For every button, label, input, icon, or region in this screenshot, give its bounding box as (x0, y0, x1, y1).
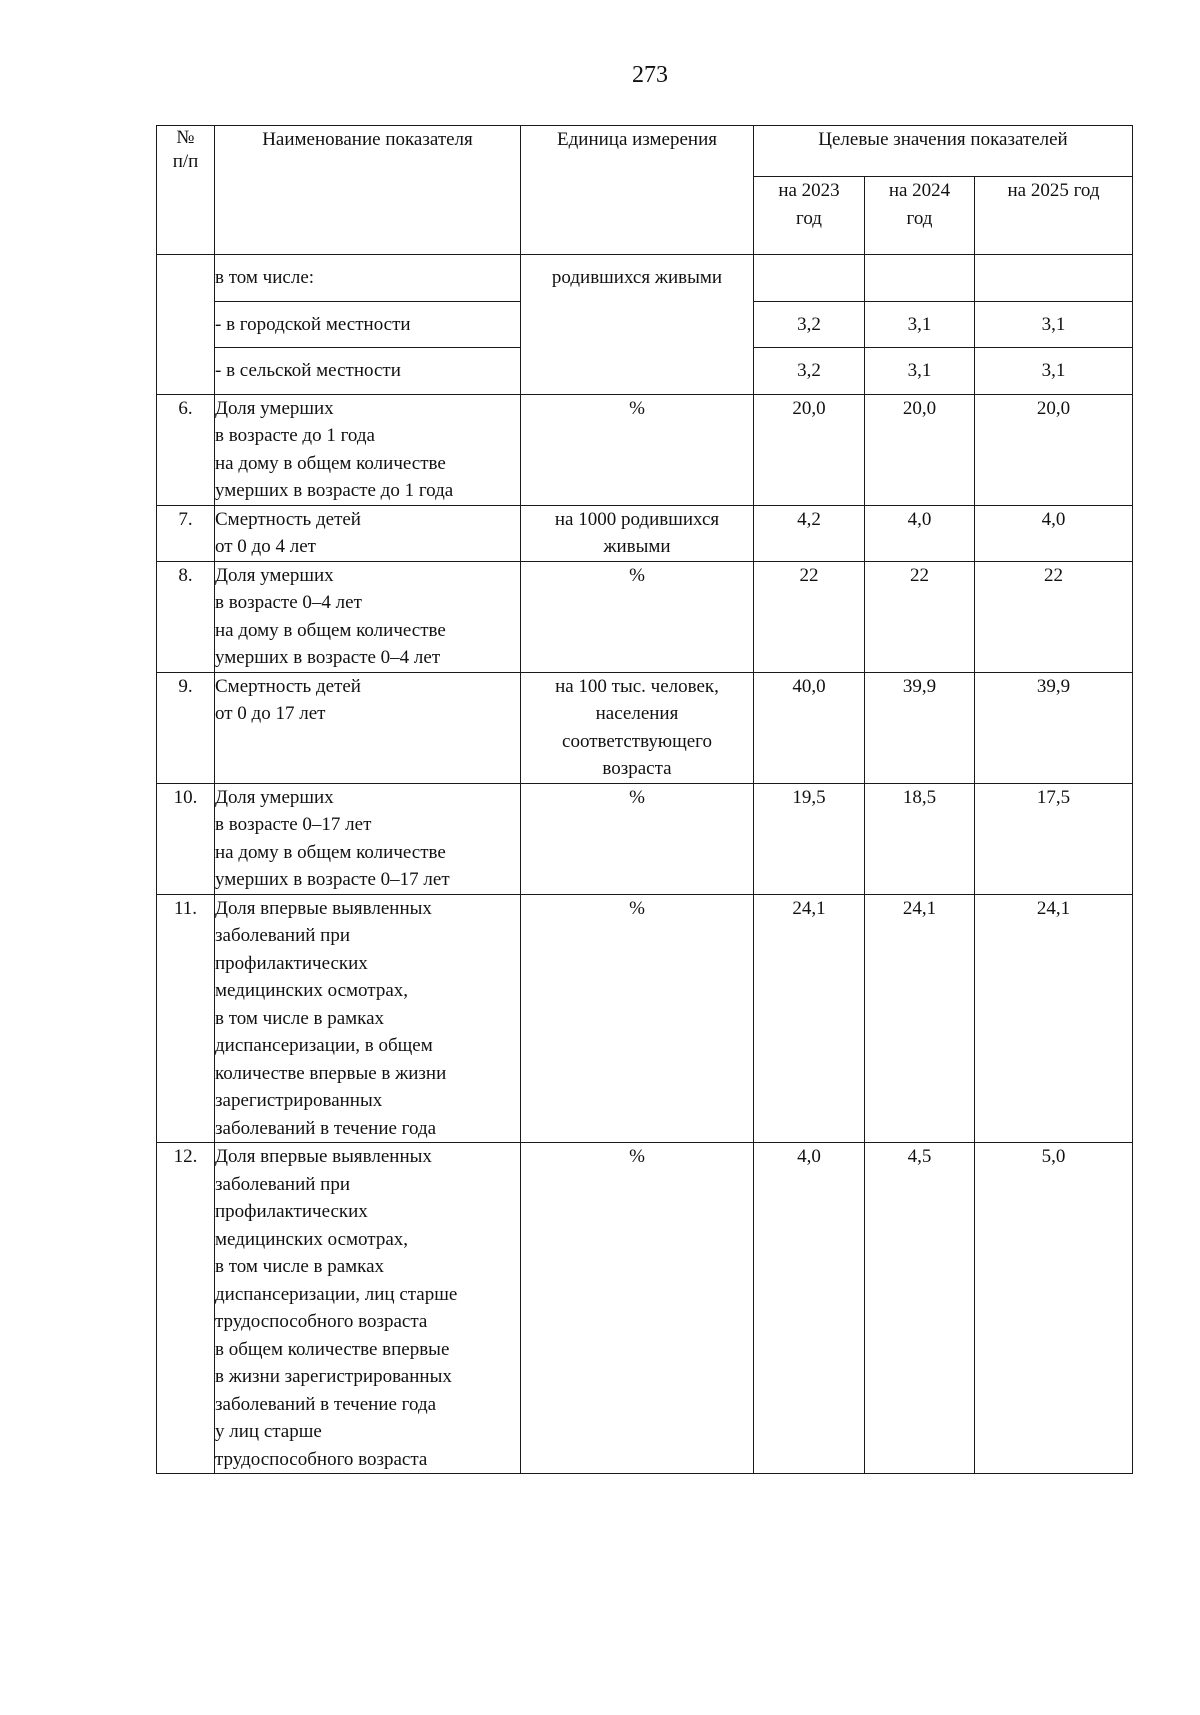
indicator-name: Смертность детей от 0 до 4 лет (215, 505, 521, 561)
row-number: 9. (157, 672, 215, 783)
value-2025: 24,1 (975, 894, 1133, 1143)
name-cell: в том числе: (215, 255, 521, 302)
unit-of-measure: на 1000 родившихся живыми (521, 505, 754, 561)
header-target-values: Целевые значения показателей (754, 126, 1133, 177)
table-row (157, 561, 1133, 672)
value-2025: 17,5 (975, 783, 1133, 894)
indicator-name: Доля умерших в возрасте 0–4 лет на дому в общем количестве умерших в возрасте 0–4 лет (215, 561, 521, 672)
unit-of-measure: % (521, 1143, 754, 1474)
value-2024: 24,1 (865, 894, 975, 1143)
value-2024: 4,0 (865, 505, 975, 561)
value-2025: 39,9 (975, 672, 1133, 783)
row-number: 7. (157, 505, 215, 561)
indicator-name: Доля умерших в возрасте 0–17 лет на дому в общем количестве умерших в возрасте 0–17 лет (215, 783, 521, 894)
unit-of-measure: % (521, 783, 754, 894)
value-2025: 20,0 (975, 394, 1133, 505)
value-2024 (865, 255, 975, 302)
header-name: Наименование показателя (215, 126, 521, 255)
value-2023: 4,2 (754, 505, 865, 561)
unit-of-measure: % (521, 394, 754, 505)
value-2025: 4,0 (975, 505, 1133, 561)
table-row (157, 894, 1133, 1143)
value-2023: 3,2 (754, 348, 865, 395)
value-2024: 3,1 (865, 301, 975, 348)
value-2023: 40,0 (754, 672, 865, 783)
row-number: 6. (157, 394, 215, 505)
unit-of-measure: на 100 тыс. человек, населения соответствующего возраста (521, 672, 754, 783)
header-year-2025: на 2025 год (975, 177, 1133, 255)
indicator-name: Доля впервые выявленных заболеваний при профилактических медицинских осмотрах, в том числе в рамках диспансеризации, в общем количестве впервые в жизни зарегистрированных заболеваний в течение года (215, 894, 521, 1143)
header-num: № п/п (157, 126, 215, 255)
value-2023: 4,0 (754, 1143, 865, 1474)
table-row (157, 783, 1133, 894)
value-2024: 4,5 (865, 1143, 975, 1474)
value-2023: 19,5 (754, 783, 865, 894)
header-year-2024: на 2024 год (865, 177, 975, 255)
indicators-table (156, 125, 1133, 1474)
value-2023: 3,2 (754, 301, 865, 348)
value-2023: 22 (754, 561, 865, 672)
page-number: 273 (632, 62, 668, 88)
unit-of-measure: % (521, 894, 754, 1143)
value-2023: 20,0 (754, 394, 865, 505)
indicator-name: Смертность детей от 0 до 17 лет (215, 672, 521, 783)
indicator-name: Доля умерших в возрасте до 1 года на дому в общем количестве умерших в возрасте до 1 года (215, 394, 521, 505)
table-row (157, 505, 1133, 561)
value-2025 (975, 255, 1133, 302)
table-row (157, 394, 1133, 505)
row-number: 10. (157, 783, 215, 894)
header-unit: Единица измерения (521, 126, 754, 255)
value-2024: 3,1 (865, 348, 975, 395)
unit-cell: родившихся живыми (521, 255, 754, 395)
unit-of-measure: % (521, 561, 754, 672)
row-number: 8. (157, 561, 215, 672)
num-cell-empty (157, 255, 215, 395)
header-year-2023: на 2023 год (754, 177, 865, 255)
name-cell: - в сельской местности (215, 348, 521, 395)
value-2025: 3,1 (975, 348, 1133, 395)
value-2024: 20,0 (865, 394, 975, 505)
value-2023 (754, 255, 865, 302)
value-2023: 24,1 (754, 894, 865, 1143)
value-2025: 22 (975, 561, 1133, 672)
value-2025: 5,0 (975, 1143, 1133, 1474)
value-2024: 39,9 (865, 672, 975, 783)
table-row (157, 672, 1133, 783)
table-row-subtotal-header (157, 255, 1133, 302)
row-number: 11. (157, 894, 215, 1143)
value-2024: 22 (865, 561, 975, 672)
value-2024: 18,5 (865, 783, 975, 894)
header-row (157, 126, 1133, 177)
indicator-name: Доля впервые выявленных заболеваний при профилактических медицинских осмотрах, в том числе в рамках диспансеризации, лиц старше трудоспособного возраста в общем количестве впервые в жизни зарегистрированных заболеваний в течение года у лиц старше трудоспособного возраста (215, 1143, 521, 1474)
row-number: 12. (157, 1143, 215, 1474)
value-2025: 3,1 (975, 301, 1133, 348)
name-cell: - в городской местности (215, 301, 521, 348)
table-row (157, 1143, 1133, 1474)
